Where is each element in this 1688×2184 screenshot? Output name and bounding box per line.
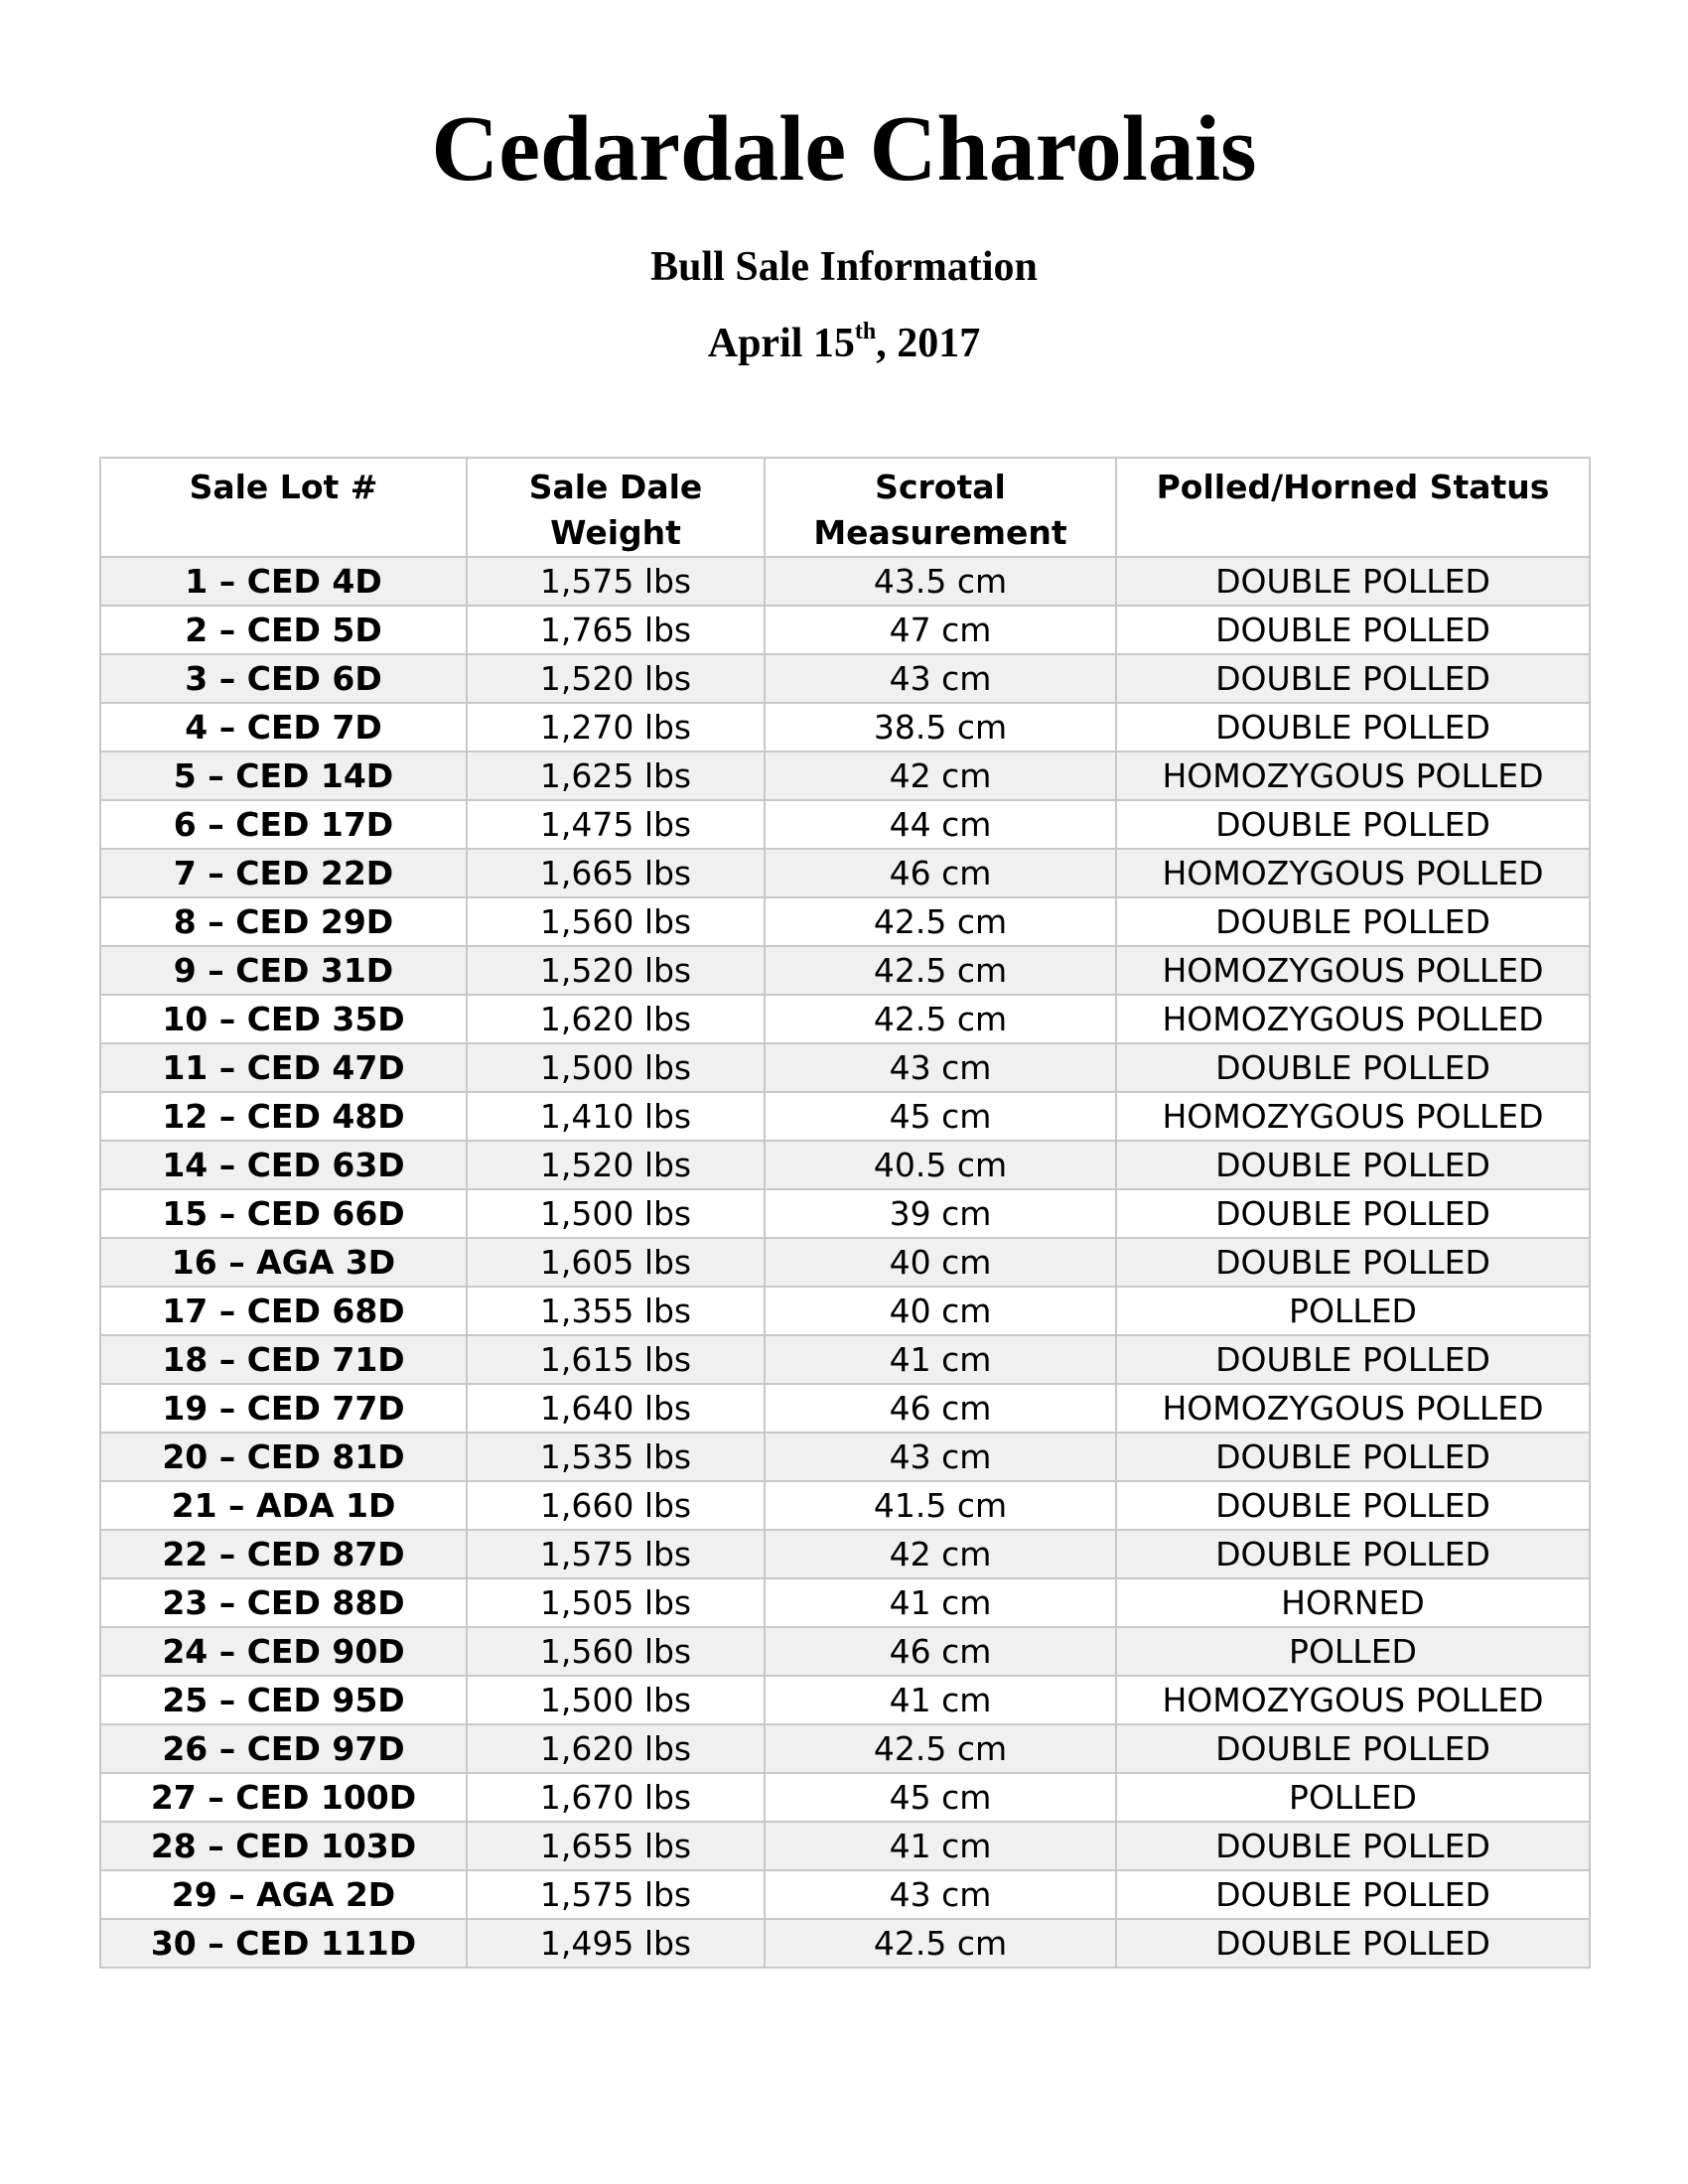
table-row — [100, 1870, 1590, 1919]
table-row — [100, 1773, 1590, 1822]
cell-sale-lot: 10 – CED 35D — [100, 995, 467, 1043]
header-sale-lot-label: Sale Lot # — [189, 468, 378, 506]
cell-scrotal: 39 cm — [765, 1189, 1116, 1238]
cell-sale-lot: 29 – AGA 2D — [100, 1870, 467, 1919]
table-row — [100, 995, 1590, 1043]
cell-status: POLLED — [1116, 1287, 1590, 1335]
cell-sale-lot: 6 – CED 17D — [100, 800, 467, 849]
cell-scrotal: 43 cm — [765, 1043, 1116, 1092]
cell-scrotal: 44 cm — [765, 800, 1116, 849]
table-row — [100, 1335, 1590, 1384]
cell-status: HOMOZYGOUS POLLED — [1116, 1676, 1590, 1724]
cell-weight: 1,520 lbs — [467, 654, 765, 703]
cell-scrotal: 45 cm — [765, 1773, 1116, 1822]
cell-sale-lot: 16 – AGA 3D — [100, 1238, 467, 1287]
cell-weight: 1,575 lbs — [467, 1870, 765, 1919]
cell-weight: 1,620 lbs — [467, 995, 765, 1043]
table-header — [100, 458, 1590, 557]
cell-status: DOUBLE POLLED — [1116, 1481, 1590, 1530]
cell-sale-lot: 3 – CED 6D — [100, 654, 467, 703]
cell-sale-lot: 17 – CED 68D — [100, 1287, 467, 1335]
page-title: Cedardale Charolais — [431, 97, 1257, 201]
table-row — [100, 1724, 1590, 1773]
cell-scrotal: 45 cm — [765, 1092, 1116, 1141]
table-row — [100, 1433, 1590, 1481]
cell-weight: 1,615 lbs — [467, 1335, 765, 1384]
cell-status: DOUBLE POLLED — [1116, 1919, 1590, 1968]
cell-sale-lot: 5 – CED 14D — [100, 751, 467, 800]
cell-status: DOUBLE POLLED — [1116, 1238, 1590, 1287]
cell-scrotal: 42.5 cm — [765, 1724, 1116, 1773]
cell-scrotal: 38.5 cm — [765, 703, 1116, 751]
cell-scrotal: 41 cm — [765, 1676, 1116, 1724]
table-row — [100, 1676, 1590, 1724]
cell-status: DOUBLE POLLED — [1116, 1043, 1590, 1092]
table-body — [100, 557, 1590, 1968]
cell-scrotal: 42 cm — [765, 1530, 1116, 1578]
cell-sale-lot: 9 – CED 31D — [100, 946, 467, 995]
table-row — [100, 751, 1590, 800]
table-row — [100, 1481, 1590, 1530]
header-status-label: Polled/Horned Status — [1156, 468, 1550, 506]
cell-weight: 1,500 lbs — [467, 1676, 765, 1724]
cell-scrotal: 46 cm — [765, 849, 1116, 897]
cell-weight: 1,655 lbs — [467, 1822, 765, 1870]
cell-sale-lot: 25 – CED 95D — [100, 1676, 467, 1724]
header-sale-lot — [100, 458, 467, 557]
cell-weight: 1,475 lbs — [467, 800, 765, 849]
cell-weight: 1,410 lbs — [467, 1092, 765, 1141]
cell-weight: 1,535 lbs — [467, 1433, 765, 1481]
cell-scrotal: 41 cm — [765, 1822, 1116, 1870]
header-scrotal — [765, 458, 1116, 557]
cell-status: DOUBLE POLLED — [1116, 557, 1590, 606]
table-row — [100, 1141, 1590, 1189]
cell-scrotal: 40.5 cm — [765, 1141, 1116, 1189]
table-row — [100, 1043, 1590, 1092]
table-row — [100, 946, 1590, 995]
cell-status: HOMOZYGOUS POLLED — [1116, 751, 1590, 800]
cell-sale-lot: 11 – CED 47D — [100, 1043, 467, 1092]
cell-sale-lot: 18 – CED 71D — [100, 1335, 467, 1384]
cell-status: HOMOZYGOUS POLLED — [1116, 995, 1590, 1043]
cell-weight: 1,625 lbs — [467, 751, 765, 800]
cell-scrotal: 42.5 cm — [765, 946, 1116, 995]
table-row — [100, 1822, 1590, 1870]
table-row — [100, 1530, 1590, 1578]
cell-weight: 1,560 lbs — [467, 1627, 765, 1676]
cell-sale-lot: 23 – CED 88D — [100, 1578, 467, 1627]
cell-scrotal: 42 cm — [765, 751, 1116, 800]
cell-sale-lot: 30 – CED 111D — [100, 1919, 467, 1968]
cell-status: HOMOZYGOUS POLLED — [1116, 1092, 1590, 1141]
cell-sale-lot: 28 – CED 103D — [100, 1822, 467, 1870]
cell-scrotal: 46 cm — [765, 1627, 1116, 1676]
cell-weight: 1,765 lbs — [467, 606, 765, 654]
table-row — [100, 897, 1590, 946]
table-row — [100, 1578, 1590, 1627]
cell-status: DOUBLE POLLED — [1116, 1189, 1590, 1238]
table-row — [100, 703, 1590, 751]
header-scrotal-line1: Scrotal — [875, 468, 1006, 506]
table-row — [100, 654, 1590, 703]
cell-scrotal: 42.5 cm — [765, 1919, 1116, 1968]
cell-scrotal: 47 cm — [765, 606, 1116, 654]
cell-weight: 1,500 lbs — [467, 1043, 765, 1092]
cell-sale-lot: 8 – CED 29D — [100, 897, 467, 946]
table-header-row — [100, 458, 1590, 557]
cell-scrotal: 43 cm — [765, 1870, 1116, 1919]
cell-scrotal: 42.5 cm — [765, 897, 1116, 946]
cell-scrotal: 42.5 cm — [765, 995, 1116, 1043]
table-row — [100, 1627, 1590, 1676]
cell-sale-lot: 2 – CED 5D — [100, 606, 467, 654]
cell-sale-lot: 7 – CED 22D — [100, 849, 467, 897]
cell-status: POLLED — [1116, 1627, 1590, 1676]
cell-weight: 1,575 lbs — [467, 1530, 765, 1578]
table-row — [100, 800, 1590, 849]
cell-sale-lot: 15 – CED 66D — [100, 1189, 467, 1238]
cell-weight: 1,665 lbs — [467, 849, 765, 897]
header-status — [1116, 458, 1590, 557]
cell-weight: 1,520 lbs — [467, 946, 765, 995]
cell-weight: 1,560 lbs — [467, 897, 765, 946]
cell-sale-lot: 21 – ADA 1D — [100, 1481, 467, 1530]
header-weight-line2: Weight — [550, 513, 681, 552]
page-subtitle: Bull Sale Information — [650, 244, 1038, 290]
cell-sale-lot: 24 – CED 90D — [100, 1627, 467, 1676]
cell-scrotal: 41 cm — [765, 1578, 1116, 1627]
sale-date-year: , 2017 — [876, 321, 981, 366]
cell-scrotal: 43 cm — [765, 654, 1116, 703]
sale-lots-table — [99, 457, 1591, 1969]
cell-weight: 1,605 lbs — [467, 1238, 765, 1287]
cell-weight: 1,660 lbs — [467, 1481, 765, 1530]
cell-status: HORNED — [1116, 1578, 1590, 1627]
cell-scrotal: 43.5 cm — [765, 557, 1116, 606]
header-weight-line1: Sale Dale — [528, 468, 703, 506]
header-weight — [467, 458, 765, 557]
cell-weight: 1,520 lbs — [467, 1141, 765, 1189]
cell-weight: 1,495 lbs — [467, 1919, 765, 1968]
cell-sale-lot: 22 – CED 87D — [100, 1530, 467, 1578]
cell-scrotal: 46 cm — [765, 1384, 1116, 1433]
cell-weight: 1,620 lbs — [467, 1724, 765, 1773]
cell-weight: 1,670 lbs — [467, 1773, 765, 1822]
table-row — [100, 849, 1590, 897]
cell-sale-lot: 19 – CED 77D — [100, 1384, 467, 1433]
table-row — [100, 1238, 1590, 1287]
table-row — [100, 606, 1590, 654]
cell-status: DOUBLE POLLED — [1116, 703, 1590, 751]
cell-status: DOUBLE POLLED — [1116, 1822, 1590, 1870]
cell-status: DOUBLE POLLED — [1116, 897, 1590, 946]
cell-status: DOUBLE POLLED — [1116, 1724, 1590, 1773]
cell-status: DOUBLE POLLED — [1116, 1141, 1590, 1189]
cell-weight: 1,505 lbs — [467, 1578, 765, 1627]
table-row — [100, 1092, 1590, 1141]
cell-sale-lot: 27 – CED 100D — [100, 1773, 467, 1822]
cell-status: POLLED — [1116, 1773, 1590, 1822]
cell-scrotal: 40 cm — [765, 1287, 1116, 1335]
cell-weight: 1,355 lbs — [467, 1287, 765, 1335]
sale-date-suffix: th — [854, 319, 877, 344]
cell-scrotal: 41.5 cm — [765, 1481, 1116, 1530]
cell-status: DOUBLE POLLED — [1116, 1335, 1590, 1384]
cell-status: DOUBLE POLLED — [1116, 1530, 1590, 1578]
cell-sale-lot: 4 – CED 7D — [100, 703, 467, 751]
cell-sale-lot: 1 – CED 4D — [100, 557, 467, 606]
cell-status: DOUBLE POLLED — [1116, 606, 1590, 654]
table-row — [100, 1919, 1590, 1968]
cell-status: HOMOZYGOUS POLLED — [1116, 946, 1590, 995]
cell-status: DOUBLE POLLED — [1116, 1870, 1590, 1919]
cell-status: DOUBLE POLLED — [1116, 800, 1590, 849]
cell-weight: 1,270 lbs — [467, 703, 765, 751]
table-row — [100, 1189, 1590, 1238]
cell-sale-lot: 14 – CED 63D — [100, 1141, 467, 1189]
table-row — [100, 557, 1590, 606]
cell-scrotal: 43 cm — [765, 1433, 1116, 1481]
sale-date-main: April 15 — [707, 321, 855, 366]
cell-sale-lot: 20 – CED 81D — [100, 1433, 467, 1481]
table-row — [100, 1384, 1590, 1433]
sale-date — [0, 318, 1688, 369]
cell-scrotal: 40 cm — [765, 1238, 1116, 1287]
cell-scrotal: 41 cm — [765, 1335, 1116, 1384]
table-row — [100, 1287, 1590, 1335]
cell-sale-lot: 12 – CED 48D — [100, 1092, 467, 1141]
cell-status: DOUBLE POLLED — [1116, 654, 1590, 703]
cell-status: HOMOZYGOUS POLLED — [1116, 849, 1590, 897]
cell-status: HOMOZYGOUS POLLED — [1116, 1384, 1590, 1433]
cell-weight: 1,500 lbs — [467, 1189, 765, 1238]
cell-sale-lot: 26 – CED 97D — [100, 1724, 467, 1773]
cell-weight: 1,575 lbs — [467, 557, 765, 606]
cell-weight: 1,640 lbs — [467, 1384, 765, 1433]
cell-status: DOUBLE POLLED — [1116, 1433, 1590, 1481]
header-scrotal-line2: Measurement — [813, 513, 1067, 552]
